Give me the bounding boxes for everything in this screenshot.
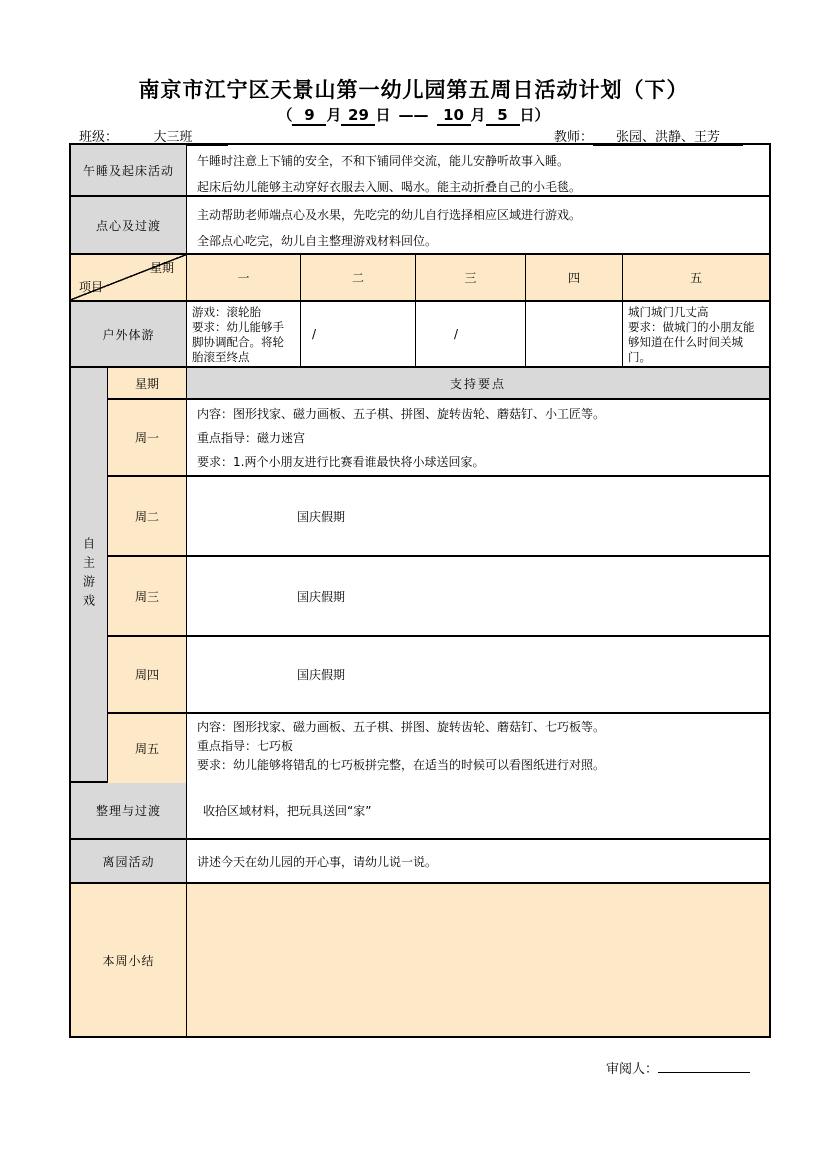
friday-line-1: 内容：图形找家、磁力画板、五子棋、拼图、旋转齿轮、蘑菇钉、七巧板等。 bbox=[197, 720, 606, 734]
monday-line-1: 内容：图形找家、磁力画板、五子棋、拼图、旋转齿轮、蘑菇钉、小工匠等。 bbox=[197, 407, 606, 421]
month1-value: 9 bbox=[292, 106, 326, 126]
outdoor-mon-line-2: 要求：幼儿能够手脚协调配合。将轮胎滚至终点 bbox=[192, 320, 284, 364]
table-row-outdoor bbox=[71, 302, 769, 368]
autonomous-row-thursday bbox=[108, 637, 769, 714]
snack-row-content bbox=[187, 197, 769, 253]
reviewer-field bbox=[606, 1058, 750, 1077]
friday-label: 周五 bbox=[108, 714, 187, 783]
month1-unit: 月 bbox=[326, 106, 342, 124]
table-row-summary bbox=[71, 884, 769, 1036]
day-header-wed: 三 bbox=[416, 255, 526, 300]
day-header-tue: 二 bbox=[301, 255, 416, 300]
tuesday-label: 周二 bbox=[108, 477, 187, 555]
support-points-header: 支持要点 bbox=[187, 368, 769, 398]
day-header-fri: 五 bbox=[623, 255, 769, 300]
friday-line-3: 要求：幼儿能够将错乱的七巧板拼完整，在适当的时候可以看图纸进行对照。 bbox=[197, 758, 606, 772]
snack-line-2: 全部点心吃完，幼儿自主整理游戏材料回位。 bbox=[197, 234, 438, 248]
outdoor-fri-line-1: 城门城门几丈高 bbox=[628, 305, 709, 319]
autonomous-row-friday bbox=[108, 714, 769, 783]
outdoor-row-label: 户外体游 bbox=[71, 302, 187, 366]
snack-row-label: 点心及过渡 bbox=[71, 197, 187, 253]
leave-row-content: 讲述今天在幼儿园的开心事，请幼儿说一说。 bbox=[187, 840, 769, 882]
date-close-paren: ） bbox=[534, 106, 550, 124]
page-title: 南京市江宁区天景山第一幼儿园第五周日活动计划（下） bbox=[138, 78, 689, 102]
corner-item-label: 项目 bbox=[79, 280, 104, 294]
friday-line-2: 重点指导：七巧板 bbox=[197, 739, 294, 753]
autonomous-row-wednesday bbox=[108, 557, 769, 637]
autonomous-rows bbox=[108, 368, 769, 781]
day-header-mon: 一 bbox=[187, 255, 301, 300]
reviewer-blank bbox=[658, 1072, 750, 1073]
summary-row-label: 本周小结 bbox=[71, 884, 187, 1036]
monday-line-2: 重点指导：磁力迷宫 bbox=[197, 431, 306, 445]
outdoor-cell-fri bbox=[623, 302, 769, 366]
leave-row-label: 离园活动 bbox=[71, 840, 187, 882]
outdoor-mon-line-1: 游戏：滚轮胎 bbox=[192, 305, 261, 319]
monday-content bbox=[187, 400, 769, 475]
outdoor-cell-wed: / bbox=[416, 302, 526, 366]
autonomous-row-monday bbox=[108, 400, 769, 477]
date-dash: —— bbox=[398, 106, 429, 124]
wednesday-content: 国庆假期 bbox=[187, 557, 769, 635]
autonomous-section-label-text: 自主游戏 bbox=[81, 536, 96, 613]
month2-value: 10 bbox=[437, 106, 471, 126]
nap-line-2: 起床后幼儿能够主动穿好衣服去入厕、喝水。能主动折叠自己的小毛毯。 bbox=[197, 180, 582, 194]
autonomous-play-section bbox=[71, 368, 769, 783]
tuesday-content: 国庆假期 bbox=[187, 477, 769, 555]
activity-plan-table bbox=[69, 143, 771, 1038]
date-range bbox=[0, 104, 827, 126]
monday-line-3: 要求：1.两个小朋友进行比赛看谁最快将小球送回家。 bbox=[197, 455, 485, 469]
summary-row-content bbox=[187, 884, 769, 1036]
table-row-week-header bbox=[71, 255, 769, 302]
teacher-value: 张园、洪静、王芳 bbox=[593, 126, 743, 146]
outdoor-cell-thu bbox=[526, 302, 623, 366]
tidy-row-label: 整理与过渡 bbox=[71, 783, 187, 838]
month2-unit: 月 bbox=[470, 106, 486, 124]
nap-line-1: 午睡时注意上下铺的安全，不和下铺同伴交流，能儿安静听故事入睡。 bbox=[197, 154, 570, 168]
class-label: 班级： bbox=[79, 130, 119, 145]
table-row-nap bbox=[71, 145, 769, 197]
nap-row-label: 午睡及起床活动 bbox=[71, 145, 187, 195]
autonomous-week-header: 星期 bbox=[108, 368, 187, 398]
day2-unit: 日 bbox=[519, 106, 535, 124]
date-open-paren: （ bbox=[277, 106, 293, 124]
day-header-thu: 四 bbox=[526, 255, 623, 300]
day1-value: 29 bbox=[341, 106, 375, 126]
day2-value: 5 bbox=[486, 106, 520, 126]
teacher-label: 教师： bbox=[553, 130, 593, 145]
thursday-label: 周四 bbox=[108, 637, 187, 712]
autonomous-header-row bbox=[108, 368, 769, 400]
day1-unit: 日 bbox=[375, 106, 391, 124]
tidy-row-content: 收拾区域材料，把玩具送回“家” bbox=[187, 783, 769, 838]
monday-label: 周一 bbox=[108, 400, 187, 475]
autonomous-row-tuesday bbox=[108, 477, 769, 557]
outdoor-cell-tue: / bbox=[301, 302, 416, 366]
nap-row-content bbox=[187, 145, 769, 195]
corner-week-label: 星期 bbox=[149, 261, 174, 275]
thursday-content: 国庆假期 bbox=[187, 637, 769, 712]
diagonal-header-cell bbox=[71, 255, 187, 300]
reviewer-label: 审阅人： bbox=[605, 1062, 658, 1077]
outdoor-fri-line-2: 要求：做城门的小朋友能够知道在什么时间关城门。 bbox=[628, 320, 755, 364]
table-row-tidy bbox=[71, 783, 769, 840]
wednesday-label: 周三 bbox=[108, 557, 187, 635]
outdoor-cell-mon bbox=[187, 302, 301, 366]
table-row-snack bbox=[71, 197, 769, 255]
snack-line-1: 主动帮助老师端点心及水果，先吃完的幼儿自行选择相应区域进行游戏。 bbox=[197, 208, 582, 222]
table-row-leave bbox=[71, 840, 769, 884]
class-value: 大三班 bbox=[118, 126, 228, 146]
friday-content bbox=[187, 714, 769, 783]
autonomous-section-label bbox=[71, 368, 108, 781]
